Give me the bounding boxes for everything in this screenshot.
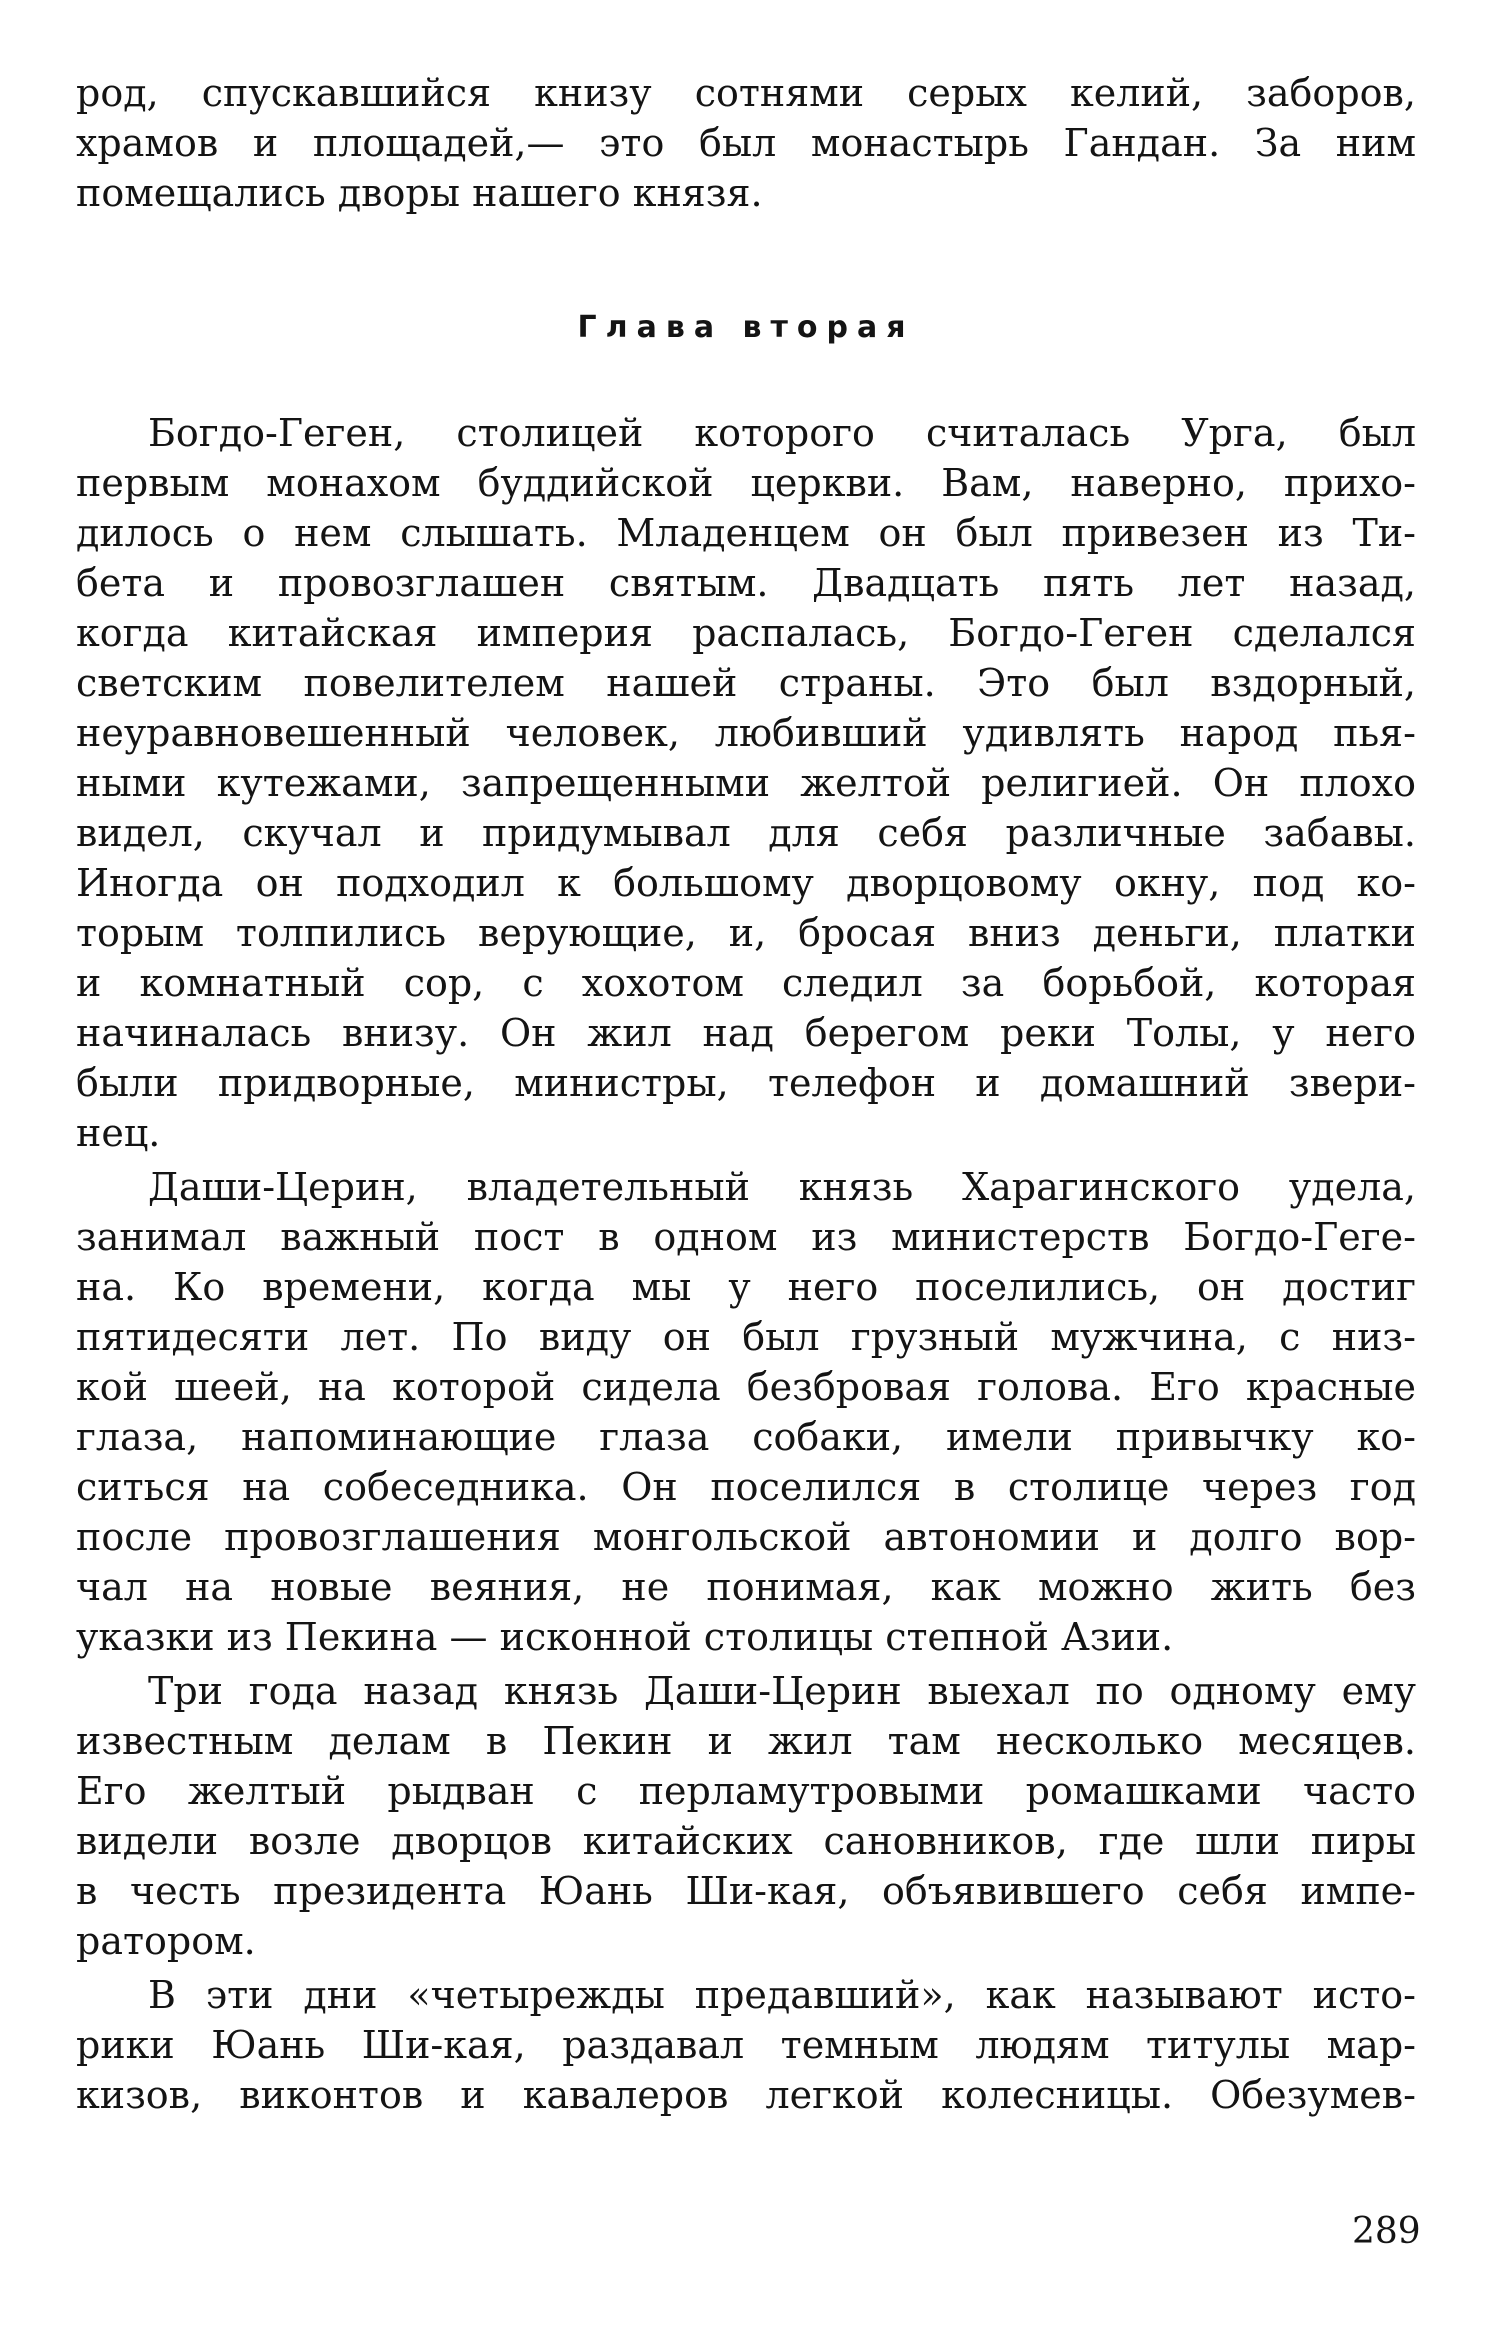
text-line: на. Ко времени, когда мы у него поселились, он достиг (76, 1265, 1416, 1309)
text-line: видел, скучал и придумывал для себя различные забавы. (76, 811, 1416, 855)
text-line: Его желтый рыдван с перламутровыми ромашками часто (76, 1769, 1416, 1813)
text-line: бета и провозглашен святым. Двадцать пять лет назад, (76, 561, 1416, 605)
text-line: кой шеей, на которой сидела безбровая голова. Его красные (76, 1365, 1416, 1409)
text-line: чал на новые веяния, не понимая, как можно жить без (76, 1565, 1416, 1609)
text-line: указки из Пекина — исконной столицы степной Азии. (76, 1615, 1174, 1659)
text-line: храмов и площадей,— это был монастырь Гандан. За ним (76, 121, 1416, 165)
text-line: В эти дни «четырежды предавший», как называют исто- (148, 1973, 1416, 2017)
page-number: 289 (1352, 2211, 1421, 2252)
text-line: когда китайская империя распалась, Богдо-Геген сделался (76, 611, 1416, 655)
text-line: торым толпились верующие, и, бросая вниз деньги, платки (76, 911, 1416, 955)
text-line: Три года назад князь Даши-Церин выехал по одному ему (148, 1669, 1416, 1713)
text-line: известным делам в Пекин и жил там несколько месяцев. (76, 1719, 1416, 1763)
text-line: ратором. (76, 1919, 256, 1963)
text-line: нец. (76, 1111, 161, 1155)
paragraph-peking-trip (76, 1666, 1416, 1966)
text-line: кизов, виконтов и кавалеров легкой колесницы. Обезумев- (76, 2073, 1416, 2117)
opening-paragraph (76, 68, 1416, 218)
text-line: и комнатный сор, с хохотом следил за борьбой, которая (76, 961, 1416, 1005)
text-line: неуравновешенный человек, любивший удивлять народ пья- (76, 711, 1416, 755)
text-line: ситься на собеседника. Он поселился в столице через год (76, 1465, 1416, 1509)
text-line: начиналась внизу. Он жил над берегом реки Толы, у него (76, 1011, 1416, 1055)
text-line: рики Юань Ши-кая, раздавал темным людям титулы мар- (76, 2023, 1416, 2067)
text-line: ными кутежами, запрещенными желтой религией. Он плохо (76, 761, 1416, 805)
text-line: были придворные, министры, телефон и домашний звери- (76, 1061, 1416, 1105)
text-line: глаза, напоминающие глаза собаки, имели привычку ко- (76, 1415, 1416, 1459)
text-line: занимал важный пост в одном из министерств Богдо-Геге- (76, 1215, 1416, 1259)
paragraph-dashi-tserin (76, 1162, 1416, 1662)
text-line: после провозглашения монгольской автономии и долго вор- (76, 1515, 1416, 1559)
text-line: дилось о нем слышать. Младенцем он был привезен из Ти- (76, 511, 1416, 555)
paragraph-bogdo-gegen (76, 408, 1416, 1158)
text-line: видели возле дворцов китайских сановников, где шли пиры (76, 1819, 1416, 1863)
text-line: помещались дворы нашего князя. (76, 171, 763, 215)
paragraph-yuan-shikai (76, 1970, 1416, 2120)
text-line: в честь президента Юань Ши-кая, объявившего себя импе- (76, 1869, 1416, 1913)
chapter-heading: Глава вторая (577, 310, 915, 345)
text-line: пятидесяти лет. По виду он был грузный мужчина, с низ- (76, 1315, 1416, 1359)
text-line: Иногда он подходил к большому дворцовому окну, под ко- (76, 861, 1416, 905)
text-line: род, спускавшийся книзу сотнями серых келий, заборов, (76, 71, 1416, 115)
text-line: светским повелителем нашей страны. Это был вздорный, (76, 661, 1416, 705)
text-line: Даши-Церин, владетельный князь Харагинского удела, (148, 1165, 1416, 1209)
text-line: Богдо-Геген, столицей которого считалась Урга, был (148, 411, 1416, 455)
book-page (76, 68, 1416, 2124)
text-line: первым монахом буддийской церкви. Вам, наверно, прихо- (76, 461, 1416, 505)
